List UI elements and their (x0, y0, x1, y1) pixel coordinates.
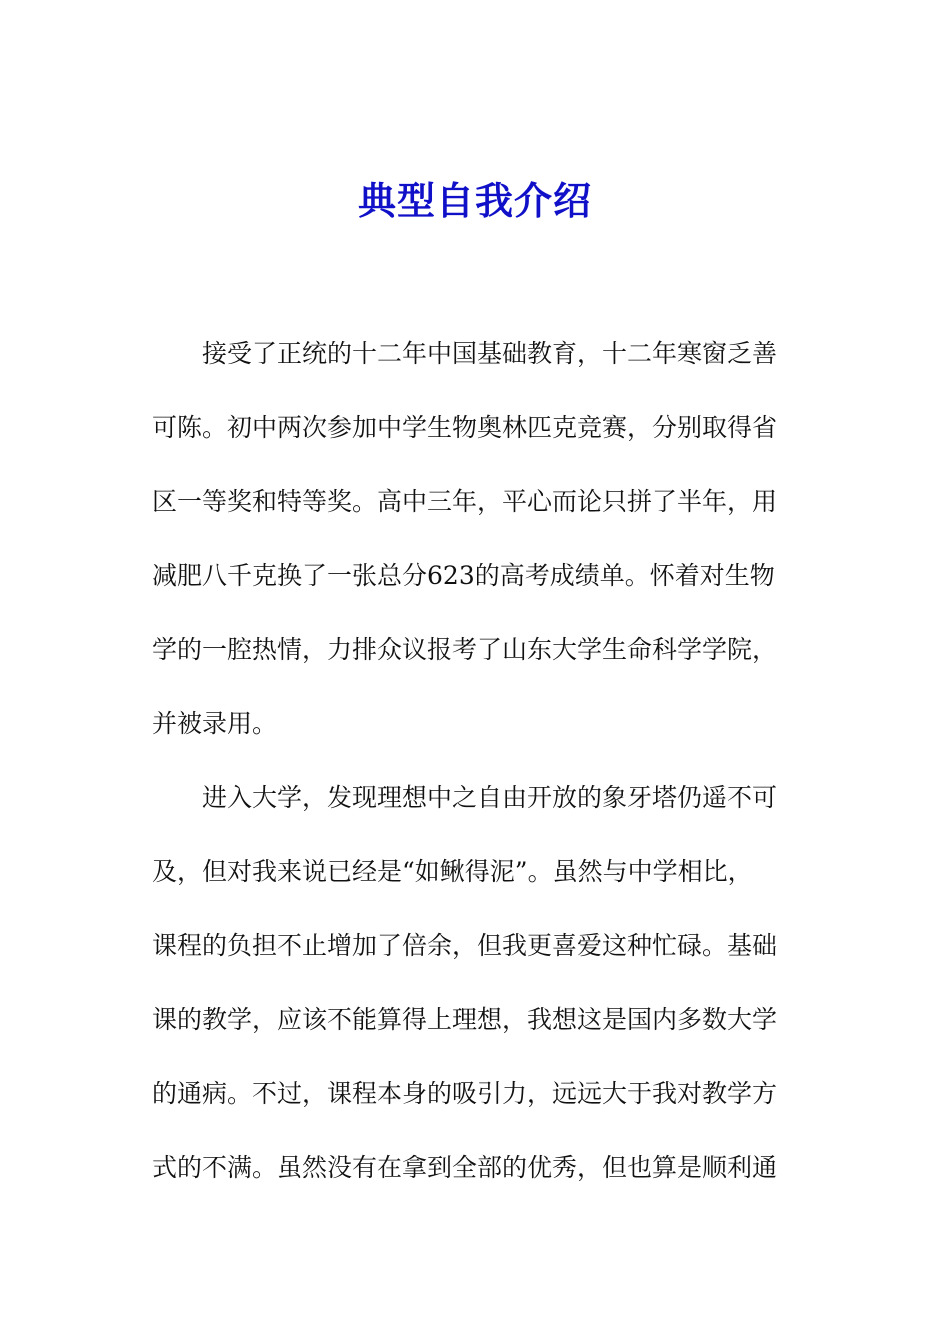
page-title: 典型自我介绍 (357, 178, 592, 223)
paragraph-1-line-3: 区一等奖和特等奖。高中三年，平心而论只拼了半年，用 (152, 487, 778, 516)
paragraph-1-line-1: 接受了正统的十二年中国基础教育，十二年寒窗乏善 (202, 339, 778, 368)
paragraph-2-line-5: 的通病。不过，课程本身的吸引力，远远大于我对教学方 (152, 1079, 778, 1108)
paragraph-2-line-1: 进入大学，发现理想中之自由开放的象牙塔仍遥不可 (202, 783, 778, 812)
paragraph-1-line-5: 学的一腔热情，力排众议报考了山东大学生命科学学院， (152, 635, 778, 664)
paragraph-2-line-6: 式的不满。虽然没有在拿到全部的优秀，但也算是顺利通 (152, 1153, 778, 1182)
body-text (152, 334, 792, 1222)
paragraph-2-line-3: 课程的负担不止增加了倍余，但我更喜爱这种忙碌。基础 (152, 931, 778, 960)
paragraph-2-line-2: 及，但对我来说已经是“如鳅得泥”。虽然与中学相比， (152, 857, 753, 886)
paragraph-2-line-4: 课的教学，应该不能算得上理想，我想这是国内多数大学 (152, 1005, 778, 1034)
paragraph-1-line-2: 可陈。初中两次参加中学生物奥林匹克竞赛，分别取得省 (152, 413, 778, 442)
paragraph-1-line-4: 减肥八千克换了一张总分623的高考成绩单。怀着对生物 (152, 561, 775, 590)
paragraph-1-line-6: 并被录用。 (152, 709, 278, 738)
